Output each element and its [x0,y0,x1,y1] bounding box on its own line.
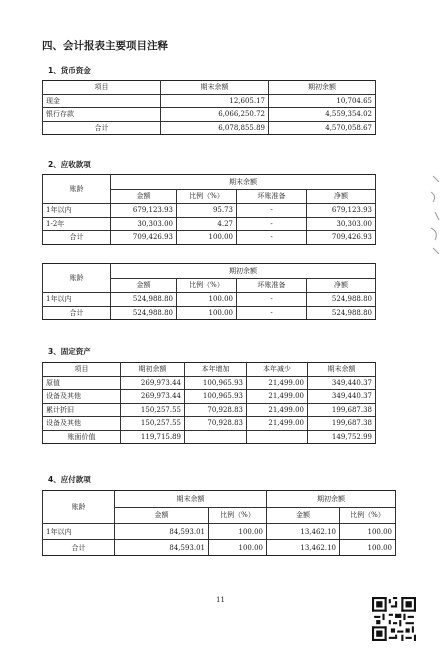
value-cell: 21,499.00 [247,403,308,417]
value-cell: 199,687.38 [308,403,376,417]
value-cell: 100.00 [340,524,396,540]
header-cell: 期初余额 [267,491,396,508]
value-cell: 100.00 [340,540,396,556]
value-cell: 100,965.93 [185,390,247,404]
header-cell: 本年增加 [185,363,247,377]
value-cell: 13,462.10 [267,540,340,556]
value-cell: 524,988.80 [307,293,376,307]
table-row [43,306,376,320]
header-cell: 坏账准备 [237,189,307,204]
payables-table [42,490,396,556]
row-label: 银行存款 [43,108,161,122]
value-cell: 6,066,250.72 [161,108,269,122]
table-row [43,540,396,556]
header-cell: 项目 [43,81,161,95]
row-label: 原值 [43,376,121,390]
row-label: 1年以内 [43,293,111,307]
value-cell: - [237,231,307,245]
section-payables-title: 4、应付款项 [48,475,91,484]
value-cell: 349,440.37 [308,376,376,390]
table-row [43,417,376,431]
value-cell: - [237,217,307,231]
value-cell: 149,752.99 [308,430,376,444]
receivables-end-table [42,174,376,245]
value-cell: 21,499.00 [247,376,308,390]
value-cell [247,430,308,444]
value-cell: 30,303.00 [307,217,376,231]
table-row [43,231,376,245]
header-cell: 本年减少 [247,363,308,377]
value-cell: 100.00 [209,540,267,556]
row-label: 现金 [43,94,161,108]
value-cell: 709,426.93 [307,231,376,245]
header-cell: 金额 [111,278,177,293]
row-label: 合计 [43,306,111,320]
value-cell: 150,257.55 [121,417,185,431]
cash-table [42,80,376,135]
page-number: 11 [216,596,225,604]
value-cell: 269,973.44 [121,390,185,404]
value-cell: 349,440.37 [308,390,376,404]
header-cell: 净额 [307,278,376,293]
value-cell: - [237,204,307,218]
value-cell: 10,704.65 [269,94,376,108]
row-label: 1年以内 [43,204,111,218]
header-cell: 坏账准备 [237,278,307,293]
table-row [43,94,376,108]
value-cell: 30,303.00 [111,217,177,231]
table-row [43,403,376,417]
table-header-row [43,81,376,95]
table-row [43,390,376,404]
row-label: 累计折旧 [43,403,121,417]
qr-code-icon [372,597,416,641]
page-title: 四、会计报表主要项目注释 [42,40,168,52]
row-label: 1年以内 [43,524,115,540]
value-cell: 21,499.00 [247,390,308,404]
header-cell: 项目 [43,363,121,377]
value-cell: 4,559,354.02 [269,108,376,122]
value-cell [185,430,247,444]
table-row [43,121,376,135]
section-receivables-title: 2、应收款项 [48,160,91,169]
value-cell: 21,499.00 [247,417,308,431]
value-cell: 4.27 [177,217,237,231]
value-cell: 679,123.93 [111,204,177,218]
header-cell: 比例（%） [340,507,396,524]
table-row [43,217,376,231]
table-row [43,376,376,390]
header-cell: 期初余额 [269,81,376,95]
value-cell: 679,123.93 [307,204,376,218]
row-label: 1-2年 [43,217,111,231]
side-stamp-icon [427,168,441,258]
table-row [43,204,376,218]
value-cell: 12,605.17 [161,94,269,108]
table-row [43,108,376,122]
value-cell: - [237,306,307,320]
header-cell: 金额 [115,507,209,524]
header-cell: 比例（%） [177,189,237,204]
header-cell: 账龄 [43,175,111,204]
row-label: 合计 [43,231,111,245]
value-cell: 4,570,058.67 [269,121,376,135]
row-label: 合计 [43,540,115,556]
value-cell: 95.73 [177,204,237,218]
fixed-assets-table [42,362,376,444]
value-cell: - [237,293,307,307]
header-cell: 金额 [267,507,340,524]
value-cell: 269,973.44 [121,376,185,390]
section-cash-title: 1、货币资金 [48,66,91,75]
value-cell: 13,462.10 [267,524,340,540]
value-cell: 150,257.55 [121,403,185,417]
value-cell: 70,928.83 [185,417,247,431]
value-cell: 100.00 [177,293,237,307]
value-cell: 119,715.89 [121,430,185,444]
value-cell: 6,078,855.89 [161,121,269,135]
value-cell: 84,593.01 [115,524,209,540]
header-cell: 比例（%） [177,278,237,293]
header-cell: 账龄 [43,491,115,524]
value-cell: 70,928.83 [185,403,247,417]
table-row [43,524,396,540]
section-fixed-assets-title: 3、固定资产 [48,347,91,356]
header-cell: 期末余额 [308,363,376,377]
header-cell: 期初余额 [121,363,185,377]
header-cell: 净额 [307,189,376,204]
row-label: 合计 [43,121,161,135]
header-cell: 期末余额 [161,81,269,95]
header-cell: 期初余额 [111,264,376,279]
row-label: 设备及其他 [43,390,121,404]
value-cell: 199,687.38 [308,417,376,431]
header-cell: 金额 [111,189,177,204]
row-label: 账面价值 [43,430,121,444]
row-label: 设备及其他 [43,417,121,431]
value-cell: 524,988.80 [111,293,177,307]
value-cell: 84,593.01 [115,540,209,556]
value-cell: 100.00 [209,524,267,540]
value-cell: 524,988.80 [111,306,177,320]
header-cell: 期末余额 [111,175,376,190]
header-cell: 账龄 [43,264,111,293]
value-cell: 524,988.80 [307,306,376,320]
receivables-begin-table [42,263,376,320]
value-cell: 100.00 [177,306,237,320]
value-cell: 100,965.93 [185,376,247,390]
table-row [43,430,376,444]
table-row [43,293,376,307]
value-cell: 709,426.93 [111,231,177,245]
header-cell: 比例（%） [209,507,267,524]
value-cell: 100.00 [177,231,237,245]
header-cell: 期末余额 [115,491,267,508]
